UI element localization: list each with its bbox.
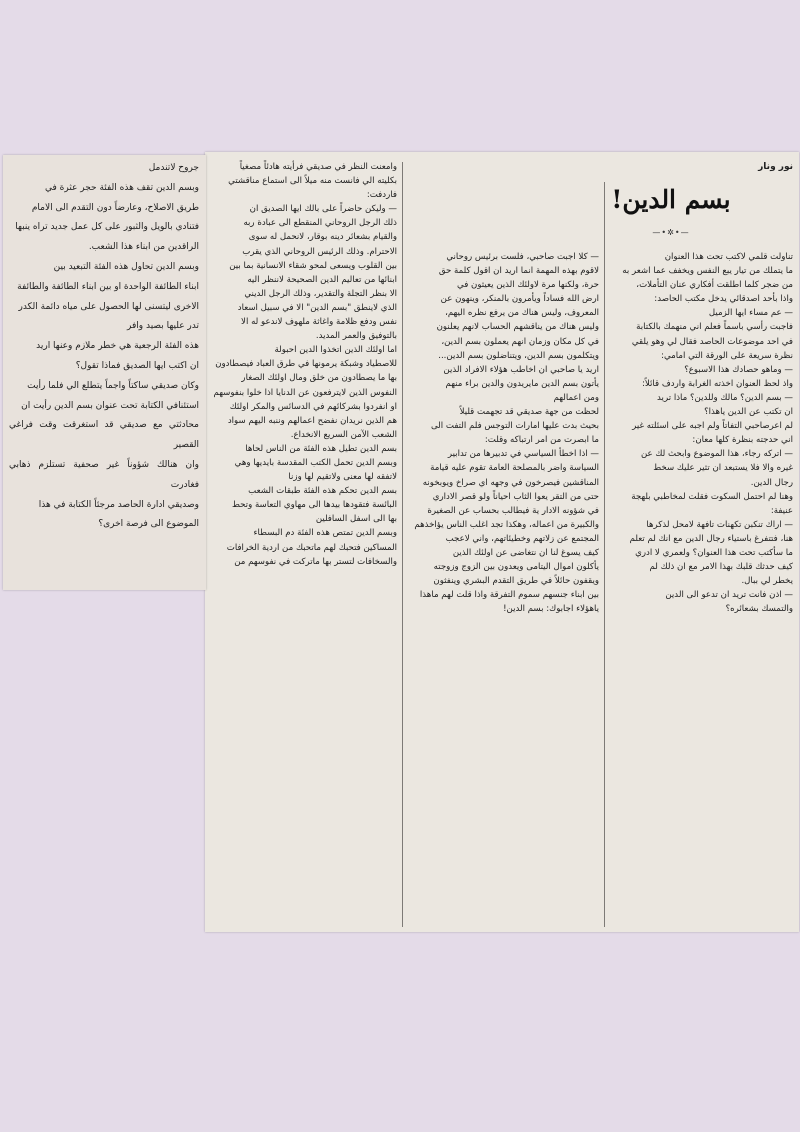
article-line: للاصطياد وشبكة يرمونها في طرق العباد فيصطادون bbox=[215, 359, 397, 370]
article-line: — وليكن حاضراً على بالك ايها الصديق ان bbox=[249, 204, 397, 215]
article-line: فاردفت: bbox=[366, 190, 397, 201]
article-line: بحيث بدت عليها امارات التوجس فلم التفت الى bbox=[430, 421, 599, 432]
article-line: هذه الفئة الرجعية هي خطر ملازم وعنها اريد bbox=[36, 341, 199, 352]
article-line: هم الذين نريدان نفضح اعمالهم وننبه اليهم سواد bbox=[227, 415, 397, 426]
article-line: والتمسك بشعائره؟ bbox=[725, 604, 793, 615]
article-line: عنيفة: bbox=[770, 505, 793, 516]
article-line: والقيام بشعائر دينه بوقار، لانحمل له سوى bbox=[248, 232, 397, 243]
article-line: جروح لاتندمل bbox=[148, 163, 199, 173]
article-line: بسم الدين تحكم هذه الفئة طبقات الشعب bbox=[248, 486, 397, 497]
article-line: من ضجر كلما اطلقت أفكاري عنان التأملات، bbox=[636, 280, 793, 291]
article-line: لاتفقه لها معنى ولاتقيم لها وزنا bbox=[288, 472, 397, 483]
article-line: بسم الدين تطيل هذه الفئة من الناس لحاها bbox=[245, 443, 397, 454]
article-line: المناقشين فيصرخون في وجهه اي صراخ ويوبخونه bbox=[422, 477, 599, 488]
article-line: والسخافات لتستر بها ماتركت في نفوسهم من bbox=[234, 556, 397, 567]
article-line: بالتوفيق والعمر المديد. bbox=[315, 331, 397, 342]
article-line: حتى من التقر يعوا الثاب احياناً ولو قصر الاداري bbox=[432, 491, 599, 502]
article-line: السياسة واضر بالمصلحة العامة تقوم عليه قيامة bbox=[430, 463, 599, 474]
article-line: المساكين فتحبك لهم ماتحبك من اردية الخرافات bbox=[226, 542, 397, 553]
article-line: المجتمع عن زلاتهم وخطيئاتهم، واني لاعجب bbox=[445, 533, 599, 544]
article-line: اما اولئك الذين اتخذوا الدين احبولة bbox=[274, 345, 397, 356]
article-line: رجال الدين. bbox=[750, 477, 793, 488]
article-line: بها الى اسفل السافلين bbox=[315, 514, 397, 525]
article-line: وكان صديقي ساكتاً واجماً يتطلع الي فلما رأيت bbox=[27, 380, 199, 391]
article-line: لم اعرصاحبي التفاتاً ولم اجبه على اسئلته غير bbox=[632, 421, 793, 432]
article-line: الموضوع الى فرصة اخرى؟ bbox=[98, 519, 199, 530]
article-column-4 bbox=[9, 159, 199, 587]
article-line: نفس ودفع ظلامة واغاثة ملهوف لاندعو له الا bbox=[241, 317, 397, 328]
section-label: نور ونار bbox=[758, 162, 793, 172]
article-line: ابناء الطائفة الواحدة او بين ابناء الطائفة والطائفة bbox=[17, 281, 199, 292]
column-rule bbox=[604, 182, 605, 927]
article-line: ما سأكتب تحت هذا العنوان؟ ولعمري لا ادري bbox=[635, 547, 793, 558]
article-line: بها ما يصطادون من خلق ومال اولئك الصغار bbox=[241, 373, 397, 384]
article-line: وصديقي ادارة الحاصد مرجئاً الكتابة في هذا bbox=[38, 499, 199, 510]
article-line: — اتركه رجاء، هذا الموضوع وابحث لك عن bbox=[641, 449, 793, 460]
article-line: في كل مكان وزمان انهم يعملون بسم الدين، bbox=[441, 336, 599, 347]
article-line: ارض الله فساداً ويأمرون بالمنكر، وينهون عن bbox=[440, 294, 599, 305]
article-line: ومن اعمالهم bbox=[553, 392, 599, 403]
article-line: — وماهو حصادك هذا الاسبوع؟ bbox=[684, 364, 793, 375]
article-line: — اذن فانت تريد ان تدعو الى الدين bbox=[665, 590, 793, 601]
article-line: ما ابصرت من امر ارتباكه وقلت: bbox=[484, 435, 599, 446]
article-line: لحظت من جهة صديقي قد تجهمت قليلاً bbox=[459, 407, 599, 418]
article-line: وليس هناك من يناقشهم الحساب لانهم يعلنون bbox=[436, 322, 599, 333]
article-line: يأكلون اموال اليتامى ويعدون بين الزوج وزوجته bbox=[433, 562, 599, 573]
article-line: في شؤونه الادار ية فيطالب بحساب عن الصغيرة bbox=[427, 505, 599, 516]
article-line: المعروف، وليس هناك من يرفع نظره اليهم، bbox=[445, 308, 599, 319]
article-line: — كلا اجبت صاحبي، فلست برئيس روحاني bbox=[446, 252, 599, 262]
article-line: يأتون بسم الدين مايريدون والدين براء منهم bbox=[445, 378, 599, 389]
article-line: الا بنظر التجلة والتقدير، وذلك الرجل الديني bbox=[244, 288, 397, 299]
article-line: حرة، ولكنها مرة لاولئك الذين يعيثون في bbox=[457, 280, 599, 291]
article-column-1 bbox=[609, 250, 793, 930]
column-rule bbox=[402, 162, 403, 927]
article-line: نظرة سريعة على الورقة التي امامي: bbox=[661, 350, 793, 361]
article-line: الاحترام. وذلك الرئيس الروحاني الذي يقرب bbox=[242, 246, 397, 257]
article-line: — بسم الدين؟ مالك وللدين؟ ماذا تريد bbox=[657, 392, 793, 403]
article-line: ذلك الرجل الروحاني المنقطع الى عبادة ربه bbox=[243, 218, 397, 229]
article-line: ابنائها من تعاليم الدين الصحيحة لاننظر اليه bbox=[247, 274, 397, 285]
article-line: الشعب الآمن السريع الانخداع. bbox=[290, 429, 397, 440]
article-line: وامعنت النظر في صديقي فرأيته هادئاً مصغياً bbox=[239, 162, 397, 172]
article-line: كيف يسوغ لنا ان نتغاضى عن اولئك الذين bbox=[452, 547, 599, 558]
article-line: وبسم الدين تحمل الكتب المقدسة بايديها وهي bbox=[234, 457, 397, 468]
article-line: بكليته الي فانست منه ميلاً الى استماع مناقشتي bbox=[228, 176, 397, 187]
article-line: وبسم الدين تمتص هذه الفئة دم البسطاء bbox=[253, 528, 397, 539]
article-line: وبسم الدين تقف هذه الفئة حجر عثرة في bbox=[44, 182, 199, 193]
article-line: وان هنالك شؤوناً غير صحفية تستلزم ذهابي فغادرت bbox=[9, 459, 199, 490]
headline-ornament: —•✲•— bbox=[652, 228, 690, 237]
article-line: بين ابناء جنسهم سموم التفرقة واذا قلت لهم ماهذا bbox=[419, 590, 599, 601]
article-line: ان اكتب ايها الصديق فماذا تقول؟ bbox=[75, 360, 199, 371]
article-line: بين القلوب ويسعى لمحو شقاء الانسانية بما بين bbox=[229, 260, 397, 271]
article-column-2 bbox=[407, 250, 599, 930]
article-line: البائسة فتقودها بيدها الى مهاوي التعاسة وتحط bbox=[231, 500, 397, 511]
article-line: تدر عليها بصيد وافر bbox=[127, 321, 199, 332]
article-line: غيره والا فلا يستبعد ان تثير عليك سخط bbox=[653, 463, 793, 474]
article-line: كيف حدثك قلبك بهذا الامر مع ان ذلك لم bbox=[649, 562, 793, 573]
article-headline: بسم الدين! bbox=[611, 185, 731, 214]
article-line: الذي لاينطق "بسم الدين" الا في سبيل اسعاد bbox=[237, 302, 397, 313]
article-line: واذا بأحد اصدقائي يدخل مكتب الحاصد: bbox=[654, 294, 793, 305]
article-line: — اذا اخطأ السياسي في تدبيرها من تدابير bbox=[447, 449, 599, 460]
article-line: هنا، فتتفرغ باستياء رجال الدين مع انك لم تعلم bbox=[629, 533, 793, 544]
article-column-3 bbox=[211, 160, 397, 930]
article-line: النفوس الذين لايترفعون عن الدنايا اذا خلوا بنفوسهم bbox=[213, 387, 397, 398]
article-line: فتنادي بالويل والثبور على كل عمل جديد تراه ينبها bbox=[15, 222, 199, 233]
article-line: ان تكتب عن الدين ياهذا؟ bbox=[704, 407, 793, 418]
article-line: ويقفون حائلاً في طريق التقدم البشري وينفثون bbox=[433, 576, 599, 587]
article-line: تناولت قلمي لاكتب تحت هذا العنوان bbox=[664, 252, 793, 262]
article-line: يخطر لي ببال. bbox=[741, 576, 793, 587]
article-line: — اراك تنكبن تكهنات تافهة لامحل لذكرها bbox=[646, 519, 793, 530]
article-line: ياهؤلاء اجابوك: بسم الدين! bbox=[503, 604, 599, 615]
article-line: فاجبت رأسي باسماً فعلم اني منهمك بالكتابة bbox=[636, 322, 793, 333]
article-continuation-clipping bbox=[3, 155, 206, 590]
article-line: لاقوم بهذه المهمة انما اريد ان اقول كلمة حق bbox=[438, 266, 599, 277]
article-line: استئنافي الكتابة تحت عنوان بسم الدين رأيت ان bbox=[21, 400, 199, 411]
article-line: محادثتي مع صديقي قد استغرقت وقت فراغي القصير bbox=[9, 420, 199, 451]
article-line: او انفردوا بشركائهم في الدسائس والمكر اولئك bbox=[229, 401, 397, 412]
article-line: الاخرى ليتسنى لها الحصول على مياه دائمة الكدر bbox=[18, 301, 199, 312]
article-line: اريد يا صاحبي ان اخاطب هؤلاء الافراد الذين bbox=[443, 364, 599, 375]
article-line: واذ لحظ العنوان اخذته الغرابة واردف قائلاً: bbox=[641, 378, 793, 389]
article-line: الراقدين من ابناء هذا الشعب. bbox=[88, 242, 199, 253]
article-line: وبسم الدين تحاول هذه الفئة التبعيد بين bbox=[53, 261, 199, 272]
article-line: في احد موضوعات الحاصد فقال لي وهو يلقي bbox=[631, 336, 793, 347]
article-line: والكبيرة من اعماله، وهكذا تجد اغلب الناس يؤاخذهم bbox=[414, 519, 599, 530]
article-line: ما يتملك من تيار يبع النفس ويخفف عما اشعر به bbox=[622, 266, 793, 277]
article-line: ويتكلمون بسم الدين، ويتناضلون بسم الدين... bbox=[438, 350, 599, 361]
article-line: طريق الاصلاح، وعارضاً دون التقدم الى الامام bbox=[31, 202, 199, 213]
article-line: اني حدجته بنظرة كلها معان: bbox=[692, 435, 793, 446]
article-line: — عم مساء ايها الزميل bbox=[708, 308, 793, 319]
article-main-clipping bbox=[205, 152, 799, 932]
article-line: وهنا لم احتمل السكوت فقلت لمخاطبي بلهجة bbox=[631, 491, 793, 502]
